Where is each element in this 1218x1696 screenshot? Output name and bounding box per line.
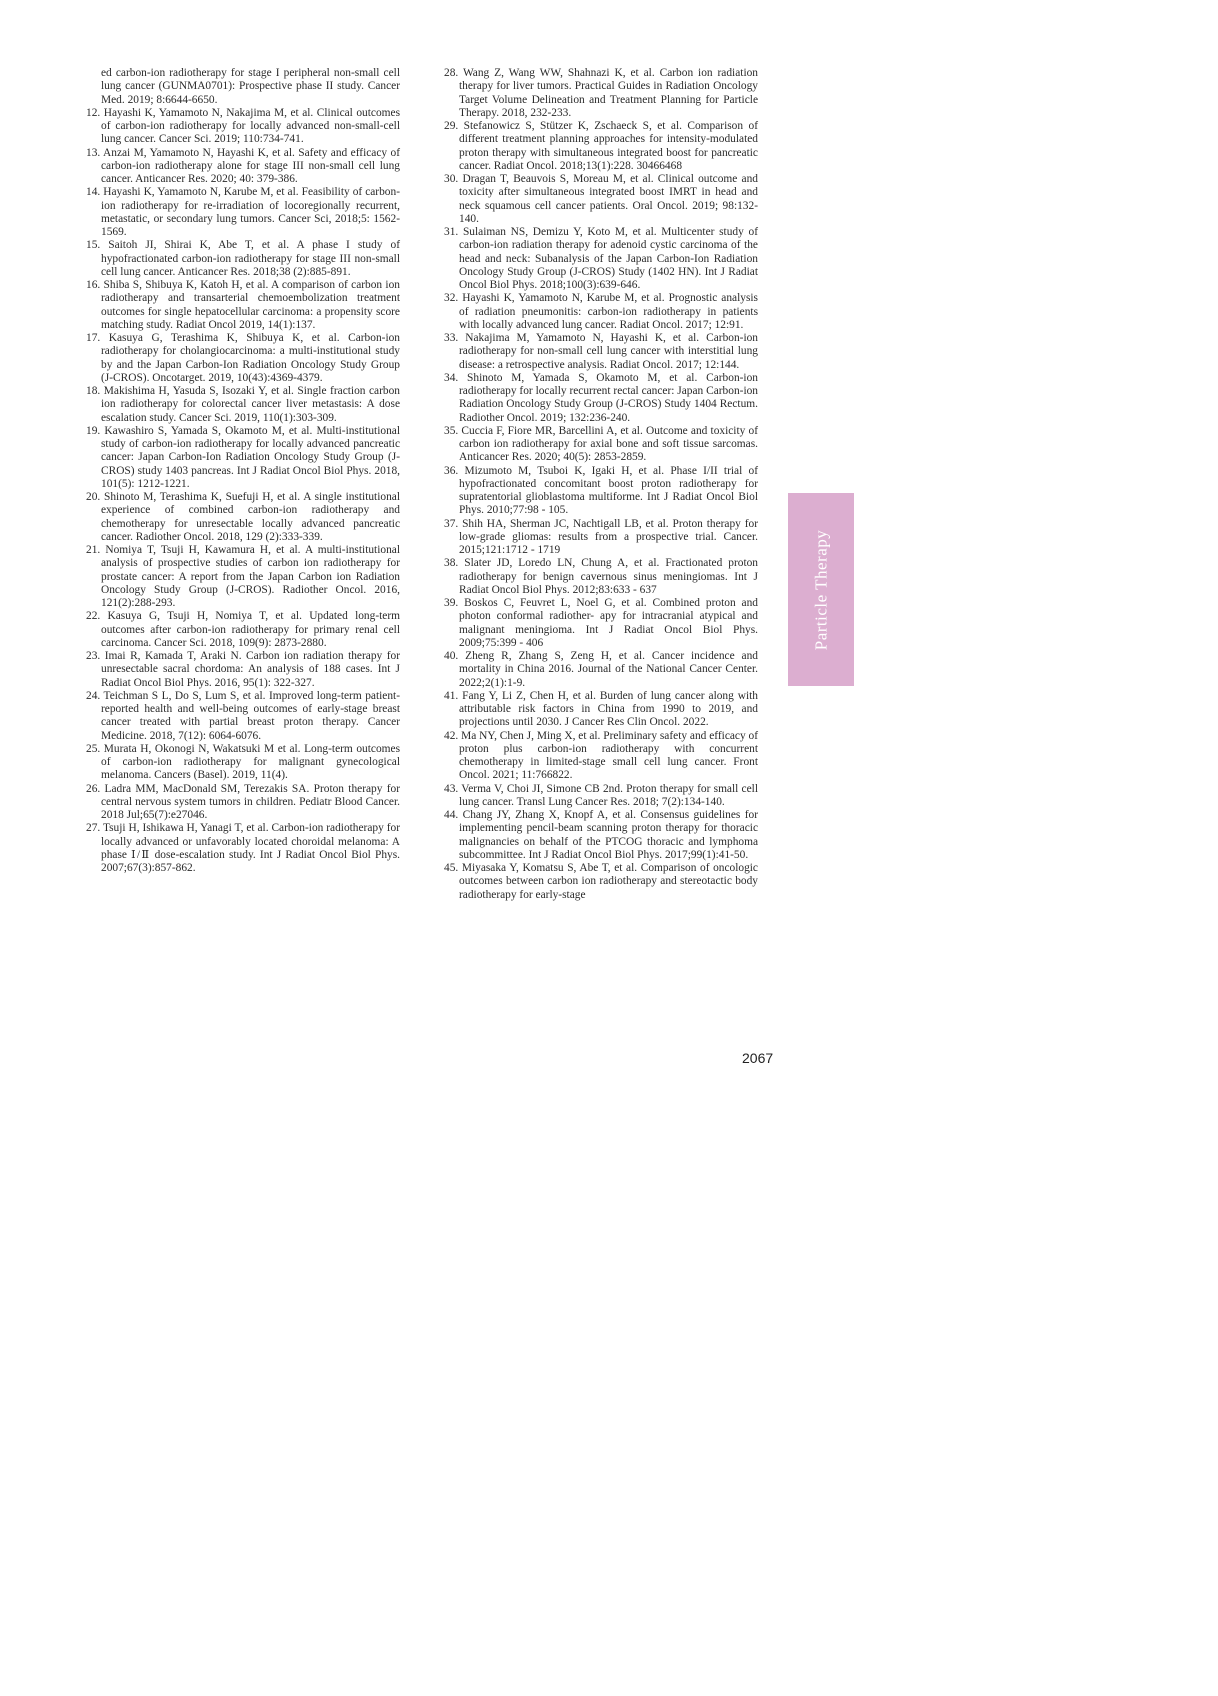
reference-item: 16. Shiba S, Shibuya K, Katoh H, et al. A comparison of carbon ion radiotherapy and transarterial chemoembolization treatment outcomes for single hepatocellular carcinoma: a propensity score matching study. Radiat Oncol 2019, 14(1):137. — [86, 279, 400, 331]
reference-item: 26. Ladra MM, MacDonald SM, Terezakis SA. Proton therapy for central nervous system tumors in children. Pediatr Blood Cancer. 2018 Jul;65(7):e27046. — [86, 782, 400, 821]
reference-list-right — [444, 67, 758, 902]
reference-item: 22. Kasuya G, Tsuji H, Nomiya T, et al. Updated long-term outcomes after carbon-ion radiotherapy for primary renal cell carcinoma. Cancer Sci. 2018, 109(9): 2873-2880. — [86, 610, 400, 649]
reference-item: 18. Makishima H, Yasuda S, Isozaki Y, et al. Single fraction carbon ion radiotherapy for colorectal cancer liver metastasis: A dose escalation study. Cancer Sci. 2019, 110(1):303-309. — [86, 385, 400, 424]
reference-item: 38. Slater JD, Loredo LN, Chung A, et al. Fractionated proton radiotherapy for benign cavernous sinus meningiomas. Int J Radiat Oncol Biol Phys. 2012;83:633 - 637 — [444, 557, 758, 596]
reference-item: 21. Nomiya T, Tsuji H, Kawamura H, et al. A multi-institutional analysis of prospective studies of carbon ion radiotherapy for prostate cancer: A report from the Japan Carbon ion Radiation Oncology Study Group (J-CROS). Radiother Oncol. 2016, 121(2):288-293. — [86, 544, 400, 609]
reference-item: 28. Wang Z, Wang WW, Shahnazi K, et al. Carbon ion radiation therapy for liver tumors. Practical Guides in Radiation Oncology Target Volume Delineation and Treatment Planning for Particle Therapy. 2018, 232-233. — [444, 67, 758, 119]
reference-item: 37. Shih HA, Sherman JC, Nachtigall LB, et al. Proton therapy for low-grade gliomas: results from a prospective trial. Cancer. 2015;121:1712 - 1719 — [444, 517, 758, 556]
reference-item: 34. Shinoto M, Yamada S, Okamoto M, et al. Carbon-ion radiotherapy for locally recurrent rectal cancer: Japan Carbon-ion Radiation Oncology Study Group (J-CROS) Study 1404 Rectum. Radiother Oncol. 2019; 132:236-240. — [444, 371, 758, 424]
reference-item: 25. Murata H, Okonogi N, Wakatsuki M et al. Long-term outcomes of carbon-ion radiotherapy for malignant gynecological melanoma. Cancers (Basel). 2019, 11(4). — [86, 742, 400, 782]
reference-item: 12. Hayashi K, Yamamoto N, Nakajima M, et al. Clinical outcomes of carbon-ion radiotherapy for locally advanced non-small-cell lung cancer. Cancer Sci. 2019; 110:734-741. — [86, 106, 400, 146]
page-number: 2067 — [742, 1050, 774, 1066]
reference-item: 20. Shinoto M, Terashima K, Suefuji H, et al. A single institutional experience of combined carbon-ion radiotherapy and chemotherapy for unresectable locally advanced pancreatic cancer. Radiother Oncol. 2018, 129 (2):333-339. — [86, 491, 400, 543]
reference-item: 36. Mizumoto M, Tsuboi K, Igaki H, et al. Phase I/II trial of hypofractionated concomitant boost proton radiotherapy for supratentorial glioblastoma multiforme. Int J Radiat Oncol Biol Phys. 2010;77:98 - 105. — [444, 464, 758, 517]
reference-item: 40. Zheng R, Zhang S, Zeng H, et al. Cancer incidence and mortality in China 2016. Journal of the National Cancer Center. 2022;2(1):1-9. — [444, 650, 758, 689]
section-side-tab — [788, 493, 854, 686]
reference-item: 24. Teichman S L, Do S, Lum S, et al. Improved long-term patient-reported health and well-being outcomes of early-stage breast cancer treated with partial breast proton therapy. Cancer Medicine. 2018, 7(12): 6064-6076. — [86, 689, 400, 742]
reference-item: 39. Boskos C, Feuvret L, Noel G, et al. Combined proton and photon conformal radiother- apy for intracranial atypical and malignant meningioma. Int J Radiat Oncol Biol Phys. 2009;75:399 - 406 — [444, 597, 758, 649]
reference-item: 42. Ma NY, Chen J, Ming X, et al. Preliminary safety and efficacy of proton plus carbon-ion radiotherapy with concurrent chemotherapy in limited-stage small cell lung cancer. Front Oncol. 2021; 11:766822. — [444, 729, 759, 782]
reference-item: 32. Hayashi K, Yamamoto N, Karube M, et al. Prognostic analysis of radiation pneumonitis: carbon-ion radiotherapy in patients with locally advanced lung cancer. Radiat Oncol. 2017; 12:91. — [444, 292, 758, 331]
reference-item: 41. Fang Y, Li Z, Chen H, et al. Burden of lung cancer along with attributable risk factors in China from 1990 to 2019, and projections until 2030. J Cancer Res Clin Oncol. 2022. — [444, 689, 758, 729]
reference-item: 35. Cuccia F, Fiore MR, Barcellini A, et al. Outcome and toxicity of carbon ion radiotherapy for axial bone and soft tissue sarcomas. Anticancer Res. 2020; 40(5): 2853-2859. — [444, 424, 758, 464]
reference-item: 33. Nakajima M, Yamamoto N, Hayashi K, et al. Carbon-ion radiotherapy for non-small cell lung cancer with interstitial lung disease: a retrospective analysis. Radiat Oncol. 2017; 12:144. — [444, 332, 758, 371]
reference-item: 19. Kawashiro S, Yamada S, Okamoto M, et al. Multi-institutional study of carbon-ion radiotherapy for locally advanced pancreatic cancer: Japan Carbon-Ion Radiation Oncology Study Group (J-CROS) study 1403 pancreas. Int J Radiat Oncol Biol Phys. 2018, 101(5): 1212-1221. — [86, 424, 400, 490]
reference-item: 13. Anzai M, Yamamoto N, Hayashi K, et al. Safety and efficacy of carbon-ion radiotherapy alone for stage III non-small cell lung cancer. Anticancer Res. 2020; 40: 379-386. — [86, 146, 400, 185]
reference-item: ed carbon-ion radiotherapy for stage I peripheral non-small cell lung cancer (GUNMA0701): Prospective phase II study. Cancer Med. 2019; 8:6644-6650. — [101, 67, 400, 106]
reference-item: 17. Kasuya G, Terashima K, Shibuya K, et al. Carbon-ion radiotherapy for cholangiocarcinoma: a multi-institutional study by and the Japan Carbon-Ion Radiation Oncology Study Group (J-CROS). Oncotarget. 2019, 10(43):4369-4379. — [86, 332, 400, 384]
section-side-tab-label: Particle Therapy — [811, 529, 831, 650]
reference-item: 29. Stefanowicz S, Stützer K, Zschaeck S, et al. Comparison of different treatment planning approaches for intensity-modulated proton therapy with simultaneous integrated boost for pancreatic cancer. Radiat Oncol. 2018;13(1):228. 30466468 — [444, 120, 758, 172]
reference-item: 45. Miyasaka Y, Komatsu S, Abe T, et al. Comparison of oncologic outcomes between carbon ion radiotherapy and stereotactic body radiotherapy for early-stage — [444, 862, 758, 901]
reference-item: 27. Tsuji H, Ishikawa H, Yanagi T, et al. Carbon-ion radiotherapy for locally advanced or unfavorably located choroidal melanoma: A phase Ⅰ/Ⅱ dose-escalation study. Int J Radiat Oncol Biol Phys. 2007;67(3):857-862. — [86, 822, 400, 874]
reference-item: 30. Dragan T, Beauvois S, Moreau M, et al. Clinical outcome and toxicity after simultaneous integrated boost IMRT in head and neck squamous cell cancer patients. Oral Oncol. 2019; 98:132-140. — [444, 173, 758, 225]
reference-item: 14. Hayashi K, Yamamoto N, Karube M, et al. Feasibility of carbon-ion radiotherapy for re-irradiation of locoregionally recurrent, metastatic, or secondary lung tumors. Cancer Sci, 2018;5: 1562-1569. — [86, 186, 400, 238]
reference-item: 31. Sulaiman NS, Demizu Y, Koto M, et al. Multicenter study of carbon-ion radiation therapy for adenoid cystic carcinoma of the head and neck: Subanalysis of the Japan Carbon-Ion Radiation Oncology Study Group (J-CROS) Study (1402 HN). Int J Radiat Oncol Biol Phys. 2018;100(3):639-646. — [444, 226, 758, 291]
reference-item: 15. Saitoh JI, Shirai K, Abe T, et al. A phase I study of hypofractionated carbon-ion radiotherapy for stage III non-small cell lung cancer. Anticancer Res. 2018;38 (2):885-891. — [86, 239, 400, 278]
reference-item: 23. Imai R, Kamada T, Araki N. Carbon ion radiation therapy for unresectable sacral chordoma: An analysis of 188 cases. Int J Radiat Oncol Biol Phys. 2016, 95(1): 322-327. — [86, 650, 400, 689]
reference-item: 44. Chang JY, Zhang X, Knopf A, et al. Consensus guidelines for implementing pencil-beam scanning proton therapy for thoracic malignancies on behalf of the PTCOG thoracic and lymphoma subcommittee. Int J Radiat Oncol Biol Phys. 2017;99(1):41-50. — [444, 809, 758, 861]
reference-item: 43. Verma V, Choi JI, Simone CB 2nd. Proton therapy for small cell lung cancer. Transl Lung Cancer Res. 2018; 7(2):134-140. — [444, 782, 758, 808]
reference-list-left — [86, 67, 400, 875]
